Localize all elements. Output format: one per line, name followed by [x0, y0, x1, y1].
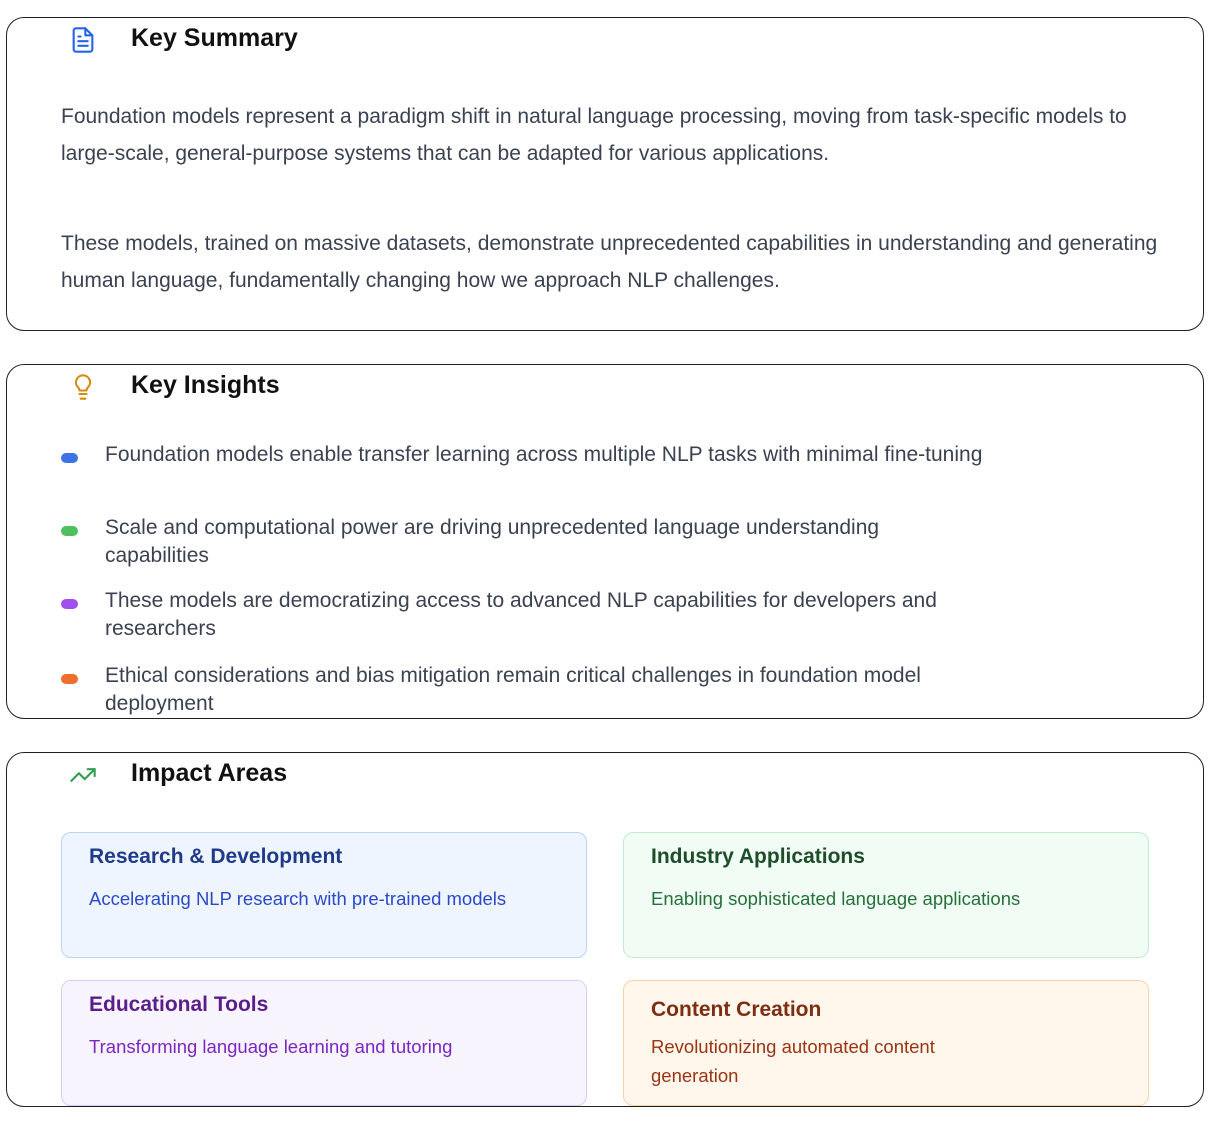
tile-description: Revolutionizing automated content generation — [651, 1036, 935, 1086]
tile-description: Accelerating NLP research with pre-trained models — [89, 888, 507, 909]
insight-text: Scale and computational power are driving unprecedented language understanding capabilities — [105, 516, 880, 567]
key-insights-card — [6, 364, 1204, 719]
bullet-dot — [61, 674, 78, 684]
tile-title: Content Creation — [651, 998, 822, 1021]
lightbulb-icon — [69, 373, 97, 401]
tile-title: Industry Applications — [651, 845, 865, 868]
insight-text: Ethical considerations and bias mitigation remain critical challenges in foundation model deployment — [105, 664, 921, 715]
key-summary-card — [6, 17, 1204, 331]
tile-title: Educational Tools — [89, 993, 269, 1016]
insight-text: Foundation models enable transfer learning across multiple NLP tasks with minimal fine-tuning — [105, 443, 983, 466]
impact-tile-education — [61, 980, 587, 1106]
bullet-dot — [61, 599, 78, 609]
tile-title: Research & Development — [89, 845, 343, 868]
key-summary-title: Key Summary — [131, 24, 298, 52]
impact-tile-content — [623, 980, 1149, 1106]
impact-areas-title: Impact Areas — [131, 759, 288, 787]
trending-up-icon — [69, 761, 97, 789]
impact-tile-industry — [623, 832, 1149, 958]
tile-description: Transforming language learning and tutoring — [89, 1036, 453, 1057]
summary-paragraph-2: These models, trained on massive datasets, demonstrate unprecedented capabilities in understanding and generating human language, fundamentally changing how we approach NLP challenges. — [61, 232, 1158, 292]
bullet-dot — [61, 526, 78, 536]
impact-areas-card — [6, 752, 1204, 1107]
document-icon — [69, 26, 97, 54]
bullet-dot — [61, 453, 78, 463]
summary-paragraph-1: Foundation models represent a paradigm shift in natural language processing, moving from task-specific models to large-scale, general-purpose systems that can be adapted for various applications. — [61, 105, 1127, 165]
impact-tile-research — [61, 832, 587, 958]
key-insights-title: Key Insights — [131, 371, 280, 399]
insight-text: These models are democratizing access to advanced NLP capabilities for developers and researchers — [105, 589, 937, 640]
tile-description: Enabling sophisticated language applications — [651, 888, 1021, 909]
